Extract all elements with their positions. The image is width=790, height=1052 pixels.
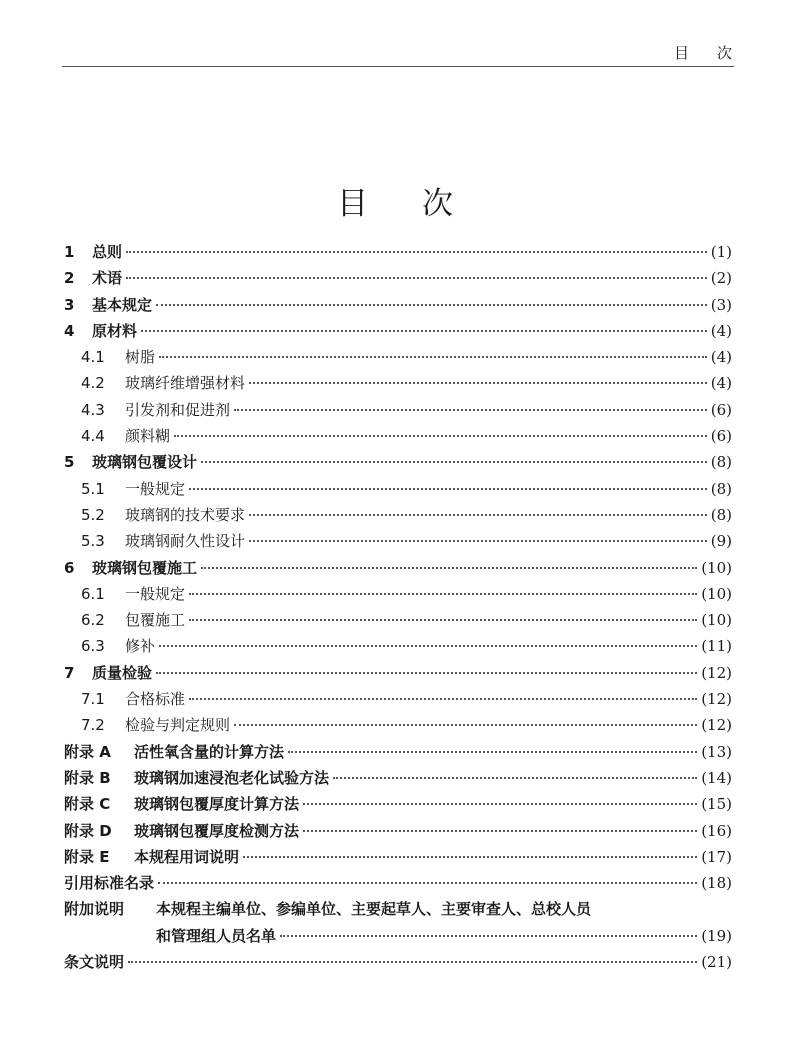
dot-leader [201, 567, 697, 569]
dot-leader [243, 856, 697, 858]
entry-line-2 [64, 925, 732, 951]
dot-leader [126, 251, 707, 253]
dot-leader [333, 777, 697, 779]
entry-page: (6) [710, 400, 732, 419]
dot-leader [158, 882, 697, 884]
toc-entry[interactable] [64, 372, 732, 398]
toc-entry[interactable] [64, 635, 732, 661]
entry-number: 1 [64, 243, 75, 261]
entry-label: 引用标准名录 [64, 874, 155, 893]
entry-number: 3 [64, 295, 75, 314]
entry-number: 4.1 [81, 348, 105, 367]
dot-leader [201, 461, 707, 463]
toc-entry[interactable] [64, 425, 732, 451]
dot-leader [189, 488, 707, 490]
running-header-char-2: 次 [716, 44, 732, 62]
entry-label: 玻璃钢包覆厚度计算方法 [134, 795, 300, 814]
entry-label: 玻璃钢耐久性设计 [125, 532, 246, 551]
entry-page: (10) [701, 584, 732, 603]
entry-page: (18) [701, 874, 732, 893]
entry-number: 附录 C [64, 795, 111, 814]
toc-title-char-2: 次 [422, 186, 453, 222]
running-header-char-1: 目 [673, 44, 689, 62]
entry-page: (11) [701, 637, 732, 656]
entry-page: (8) [710, 453, 732, 472]
header-rule [62, 66, 734, 67]
entry-label: 玻璃纤维增强材料 [125, 374, 246, 393]
entry-label: 总则 [92, 243, 123, 261]
entry-label: 玻璃钢加速浸泡老化试验方法 [134, 768, 330, 787]
toc-list [64, 241, 732, 977]
toc-entry[interactable] [64, 399, 732, 425]
entry-label: 原材料 [92, 321, 138, 340]
entry-label: 引发剂和促进剂 [125, 400, 231, 419]
entry-label: 修补 [125, 637, 156, 656]
entry-label: 本规程主编单位、参编单位、主要起草人、主要审查人、总校人员 [156, 900, 592, 919]
entry-label: 合格标准 [125, 690, 186, 709]
toc-entry[interactable] [64, 767, 732, 793]
entry-line-1 [64, 898, 732, 924]
entry-number: 5 [64, 453, 75, 472]
entry-page: (4) [710, 348, 732, 367]
toc-entry[interactable] [64, 609, 732, 635]
dot-leader [159, 645, 697, 647]
entry-label: 一般规定 [125, 479, 186, 498]
entry-label: 玻璃钢包覆施工 [92, 558, 198, 577]
dot-leader [128, 961, 697, 963]
toc-entry[interactable] [64, 504, 732, 530]
entry-page: (8) [710, 505, 732, 524]
dot-leader [303, 830, 697, 832]
entry-page: (17) [701, 847, 732, 866]
entry-page: (13) [701, 742, 732, 761]
toc-entry[interactable] [64, 872, 732, 898]
entry-number: 7.2 [81, 716, 105, 735]
entry-number: 附加说明 [64, 900, 125, 919]
entry-label: 活性氧含量的计算方法 [134, 742, 285, 761]
entry-label: 玻璃钢包覆厚度检测方法 [134, 821, 300, 840]
running-header [674, 42, 732, 63]
entry-page: (2) [710, 269, 732, 288]
toc-entry[interactable] [64, 688, 732, 714]
toc-entry[interactable] [64, 714, 732, 740]
entry-label-continued: 和管理组人员名单 [156, 926, 277, 945]
toc-entry[interactable] [64, 793, 732, 819]
dot-leader [141, 330, 707, 332]
entry-page: (12) [701, 663, 732, 682]
toc-entry[interactable] [64, 451, 732, 477]
entry-label: 术语 [92, 269, 123, 288]
entry-page: (19) [701, 926, 732, 945]
entry-label: 包覆施工 [125, 611, 186, 630]
toc-title-char-1: 目 [337, 186, 368, 222]
dot-leader [234, 409, 707, 411]
dot-leader [189, 593, 697, 595]
toc-entry[interactable] [64, 741, 732, 767]
entry-page: (4) [710, 321, 732, 340]
toc-title [0, 178, 790, 223]
toc-entry[interactable] [64, 478, 732, 504]
dot-leader [189, 619, 697, 621]
dot-leader [249, 540, 707, 542]
dot-leader [156, 304, 707, 306]
entry-page: (12) [701, 716, 732, 735]
entry-number: 6 [64, 558, 75, 577]
entry-number: 7 [64, 663, 75, 682]
entry-label: 一般规定 [125, 584, 186, 603]
entry-number: 5.1 [81, 479, 105, 498]
entry-label: 质量检验 [92, 663, 153, 682]
toc-entry[interactable] [64, 846, 732, 872]
entry-page: (10) [701, 558, 732, 577]
dot-leader [249, 514, 707, 516]
entry-page: (1) [710, 243, 732, 261]
entry-page: (9) [710, 532, 732, 551]
entry-label: 基本规定 [92, 295, 153, 314]
dot-leader [159, 356, 707, 358]
toc-entry[interactable] [64, 662, 732, 688]
entry-number: 5.2 [81, 505, 105, 524]
entry-number: 4.3 [81, 400, 105, 419]
toc-entry[interactable] [64, 346, 732, 372]
entry-page: (10) [701, 611, 732, 630]
entry-number: 4.2 [81, 374, 105, 393]
entry-page: (8) [710, 479, 732, 498]
dot-leader [280, 935, 697, 937]
entry-page: (21) [701, 953, 732, 972]
toc-entry[interactable] [64, 820, 732, 846]
dot-leader [303, 803, 697, 805]
dot-leader [174, 435, 707, 437]
entry-label: 玻璃钢包覆设计 [92, 453, 198, 472]
entry-number: 附录 E [64, 847, 110, 866]
entry-label: 玻璃钢的技术要求 [125, 505, 246, 524]
entry-number: 附录 D [64, 821, 112, 840]
entry-number: 6.3 [81, 637, 105, 656]
toc-entry[interactable] [64, 267, 732, 293]
toc-entry[interactable] [64, 951, 732, 977]
entry-label: 条文说明 [64, 953, 125, 972]
entry-page: (6) [710, 427, 732, 446]
entry-label: 颜料糊 [125, 427, 171, 446]
dot-leader [156, 672, 697, 674]
entry-number: 附录 B [64, 768, 111, 787]
toc-entry[interactable] [64, 241, 732, 267]
entry-number: 7.1 [81, 690, 105, 709]
entry-number: 6.2 [81, 611, 105, 630]
entry-number: 2 [64, 269, 75, 288]
entry-number: 5.3 [81, 532, 105, 551]
entry-label: 检验与判定规则 [125, 716, 231, 735]
dot-leader [126, 277, 707, 279]
entry-number: 4.4 [81, 427, 105, 446]
entry-number: 4 [64, 321, 75, 340]
dot-leader [288, 751, 697, 753]
toc-entry[interactable] [64, 294, 732, 320]
entry-number: 附录 A [64, 742, 111, 761]
entry-page: (14) [701, 768, 732, 787]
entry-page: (16) [701, 821, 732, 840]
entry-label: 本规程用词说明 [134, 847, 240, 866]
toc-entry[interactable] [64, 898, 732, 951]
toc-entry[interactable] [64, 320, 732, 346]
toc-entry[interactable] [64, 530, 732, 556]
dot-leader [249, 382, 707, 384]
dot-leader [234, 724, 697, 726]
entry-number: 6.1 [81, 584, 105, 603]
toc-entry[interactable] [64, 583, 732, 609]
toc-entry[interactable] [64, 557, 732, 583]
entry-page: (4) [710, 374, 732, 393]
entry-page: (12) [701, 690, 732, 709]
entry-page: (15) [701, 795, 732, 814]
entry-page: (3) [710, 295, 732, 314]
dot-leader [189, 698, 697, 700]
entry-label: 树脂 [125, 348, 156, 367]
